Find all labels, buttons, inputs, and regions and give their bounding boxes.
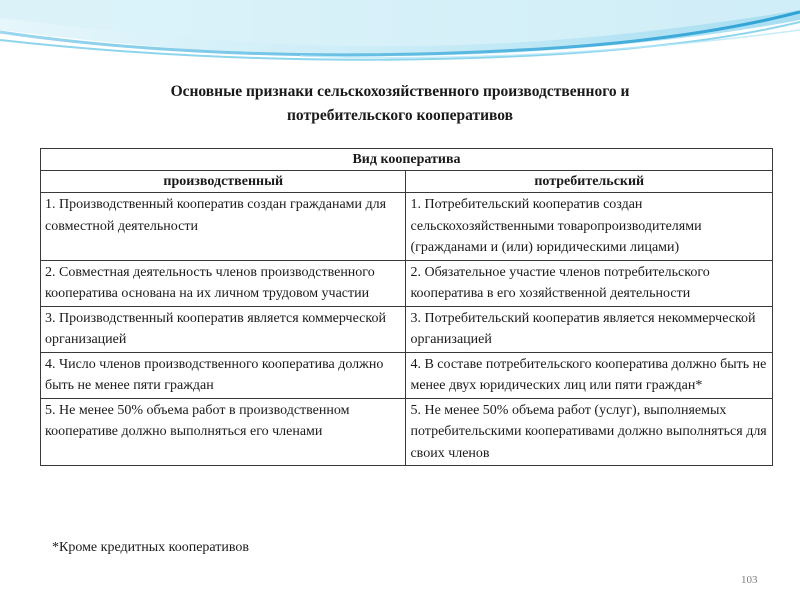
slide-title-line-1: Основные признаки сельскохозяйственного производственного и [170, 83, 630, 100]
slide-title [60, 80, 740, 128]
column-header-consumer: потребительский [406, 171, 773, 193]
footnote: *Кроме кредитных кооперативов [52, 540, 249, 555]
production-cell: 2. Совместная деятельность членов производственного кооператива основана на их личном трудовом участии [41, 260, 406, 306]
table-column-header-row [41, 171, 773, 193]
consumer-cell: 4. В составе потребительского кооператива должно быть не менее двух юридических лиц или пяти граждан* [406, 352, 773, 398]
consumer-cell: 1. Потребительский кооператив создан сельскохозяйственными товаропроизводителями (гражданами и (или) юридическими лицами) [406, 193, 773, 261]
production-cell: 5. Не менее 50% объема работ в производственном кооперативе должно выполняться его членами [41, 398, 406, 466]
decorative-wave-banner [0, 0, 800, 80]
table-header-row [41, 149, 773, 171]
table-row [41, 306, 773, 352]
page-number: 103 [741, 574, 758, 586]
consumer-cell: 5. Не менее 50% объема работ (услуг), выполняемых потребительскими кооперативами должно выполняться для своих членов [406, 398, 773, 466]
table-row [41, 193, 773, 261]
column-header-production: производственный [41, 171, 406, 193]
slide-title-line-2: потребительского кооперативов [286, 107, 514, 124]
table-header-cooperative-type: Вид кооператива [41, 149, 773, 171]
consumer-cell: 3. Потребительский кооператив является некоммерческой организацией [406, 306, 773, 352]
consumer-cell: 2. Обязательное участие членов потребительского кооператива в его хозяйственной деятельности [406, 260, 773, 306]
table-row [41, 352, 773, 398]
production-cell: 3. Производственный кооператив является коммерческой организацией [41, 306, 406, 352]
production-cell: 1. Производственный кооператив создан гражданами для совместной деятельности [41, 193, 406, 261]
cooperative-comparison-table [40, 148, 773, 466]
table-row [41, 260, 773, 306]
production-cell: 4. Число членов производственного кооператива должно быть не менее пяти граждан [41, 352, 406, 398]
table-row [41, 398, 773, 466]
